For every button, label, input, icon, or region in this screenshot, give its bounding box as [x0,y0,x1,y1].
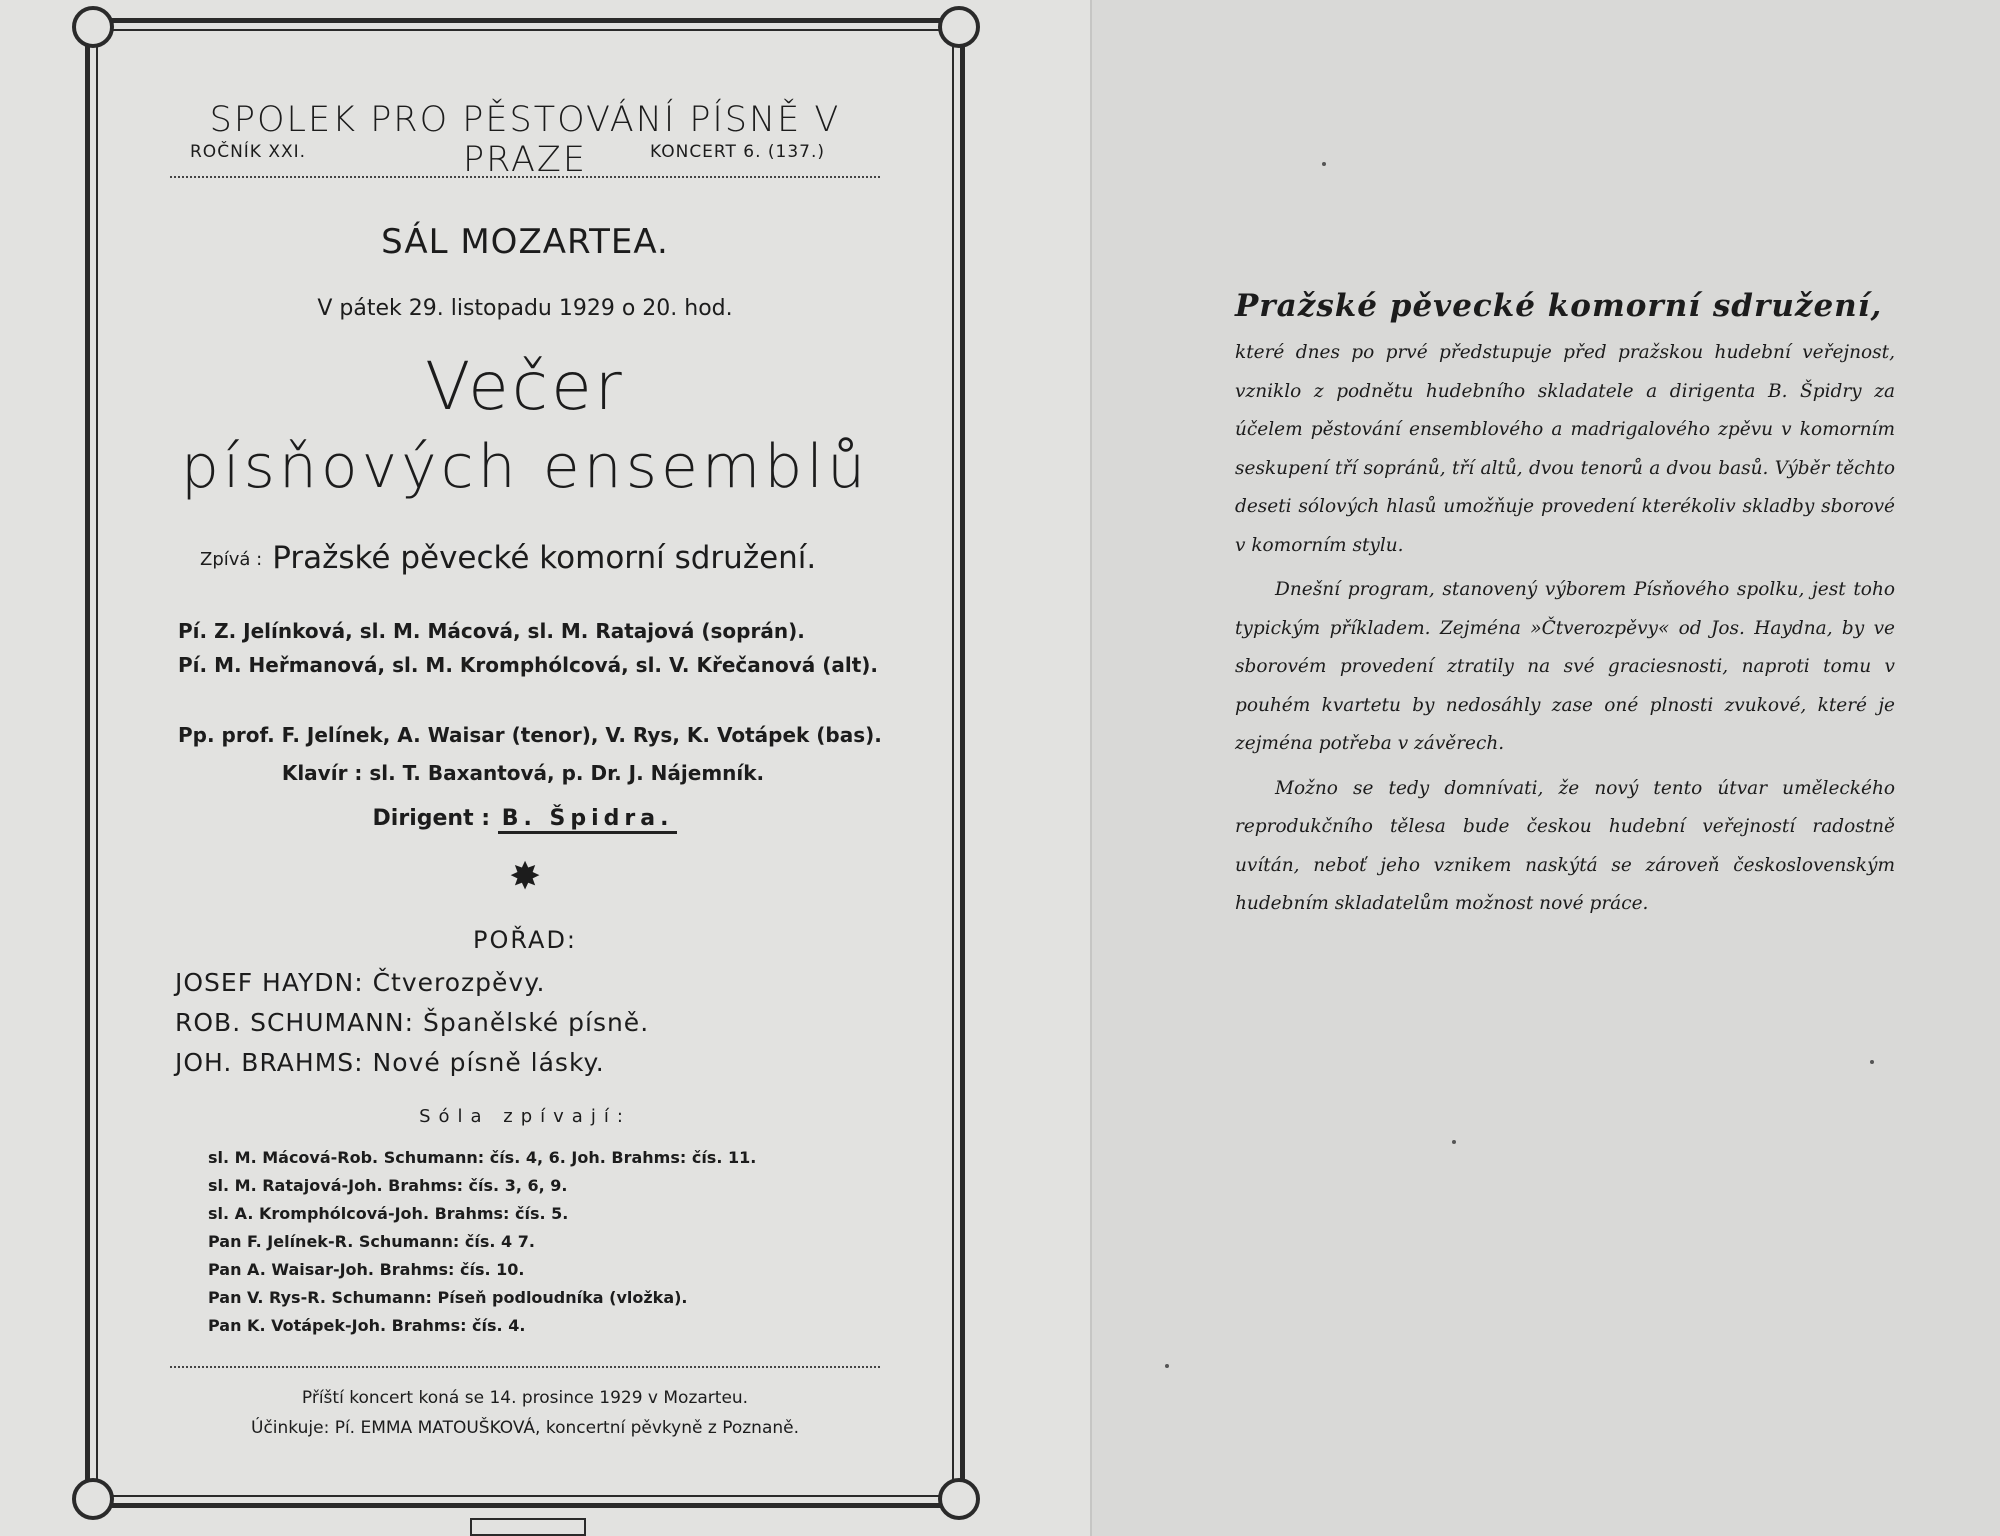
frame-corner-ornament [938,6,980,48]
page-fold [1090,0,1092,1536]
star-ornament-icon: ✸ [509,854,541,898]
frame-bottom-tab [470,1518,586,1536]
performers-alto: Pí. M. Heřmanová, sl. M. Kromphólcová, sl. V. Křečanová (alt). [178,653,878,677]
concert-date: V pátek 29. listopadu 1929 o 20. hod. [317,296,733,321]
solos-heading: Sóla zpívají: [419,1106,631,1127]
performers-tenor-bass: Pp. prof. F. Jelínek, A. Waisar (tenor), V. Rys, K. Votápek (bas). [178,723,882,747]
concert-hall: SÁL MOZARTEA. [381,222,669,262]
divider-line [170,176,880,178]
solo-entry: Pan V. Rys-R. Schumann: Píseň podloudníka (vložka). [208,1288,688,1307]
article-paragraph: které dnes po prvé předstupuje před pražskou hudební veřejnost, vzniklo z podnětu hudebního skladatele a dirigenta B. Špidry za účelem pěstování ensemblového a madrigalového zpěvu v komorním seskupení tří sopránů, tří altů, dvou tenorů a dvou basů. Výběr těchto deseti sólových hlasů umožňuje provedení kterékoliv skladby sborové v komorním stylu. [1235,342,1895,556]
solo-entry: sl. M. Ratajová-Joh. Brahms: čís. 3, 6, 9. [208,1176,568,1195]
frame-corner-ornament [72,1478,114,1520]
article-paragraph: Možno se tedy domnívati, že nový tento útvar uměleckého reprodukčního tělesa bude českou hudební veřejností radostně uvítán, neboť jeho vznikem naskýtá se zároveň československým hudebním skladatelům možnost nové práce. [1235,777,1895,914]
divider-line [170,1366,880,1368]
performers-piano: Klavír : sl. T. Baxantová, p. Dr. J. Nájemník. [281,761,765,785]
solo-entry: Pan A. Waisar-Joh. Brahms: čís. 10. [208,1260,525,1279]
solo-entry: sl. A. Kromphólcová-Joh. Brahms: čís. 5. [208,1204,569,1223]
next-concert-performer: Účinkuje: Pí. EMMA MATOUŠKOVÁ, koncertní pěvkyně z Poznaně. [251,1418,799,1438]
ensemble-name: Pražské pěvecké komorní sdružení. [272,540,817,576]
paper-speck [1452,1140,1456,1144]
frame-corner-ornament [72,6,114,48]
paper-speck [1165,1364,1169,1368]
singing-ensemble [200,540,900,576]
article-paragraph: Dnešní program, stanovený výborem Písňového spolku, jest toho typickým příkladem. Zejména »Čtverozpěvy« od Jos. Haydna, by ve sborovém provedení ztratily na své graciesnosti, naproti tomu v pouhém kvartetu by nedosáhly zase oné plnosti zvukové, které je zejména potřeba v závěrech. [1235,579,1895,754]
conductor [150,806,900,831]
program-work-item: JOH. BRAHMS: Nové písně lásky. [175,1048,605,1077]
frame-corner-ornament [938,1478,980,1520]
concert-title-line1: Večer [425,348,625,425]
program-work-item: ROB. SCHUMANN: Španělské písně. [175,1008,650,1037]
solos-list [208,1144,898,1340]
society-name: SPOLEK PRO PĚSTOVÁNÍ PÍSNĚ V PRAZE [209,100,841,180]
program-work-item: JOSEF HAYDN: Čtverozpěvy. [175,968,546,997]
solo-entry: sl. M. Mácová-Rob. Schumann: čís. 4, 6. Joh. Brahms: čís. 11. [208,1148,757,1167]
sings-label: Zpívá : [200,549,263,570]
solo-entry: Pan F. Jelínek-R. Schumann: čís. 4 7. [208,1232,535,1251]
concert-title-line2: písňových ensemblů [180,432,870,502]
performers-soprano: Pí. Z. Jelínková, sl. M. Mácová, sl. M. Ratajová (soprán). [178,619,805,643]
volume-number: ROČNÍK XXI. [190,142,307,162]
concert-number: KONCERT 6. (137.) [650,142,826,162]
paper-speck [1322,162,1326,166]
conductor-label: Dirigent : [372,806,491,831]
paper-speck [1870,1060,1874,1064]
ensemble-article [1235,288,1895,924]
next-concert-info: Příští koncert koná se 14. prosince 1929 v Mozarteu. [301,1388,749,1408]
program-heading: POŘAD: [472,926,578,954]
article-title: Pražské pěvecké komorní sdružení, [1235,288,1883,324]
conductor-name: B. Špidra. [498,806,678,834]
solo-entry: Pan K. Votápek-Joh. Brahms: čís. 4. [208,1316,526,1335]
